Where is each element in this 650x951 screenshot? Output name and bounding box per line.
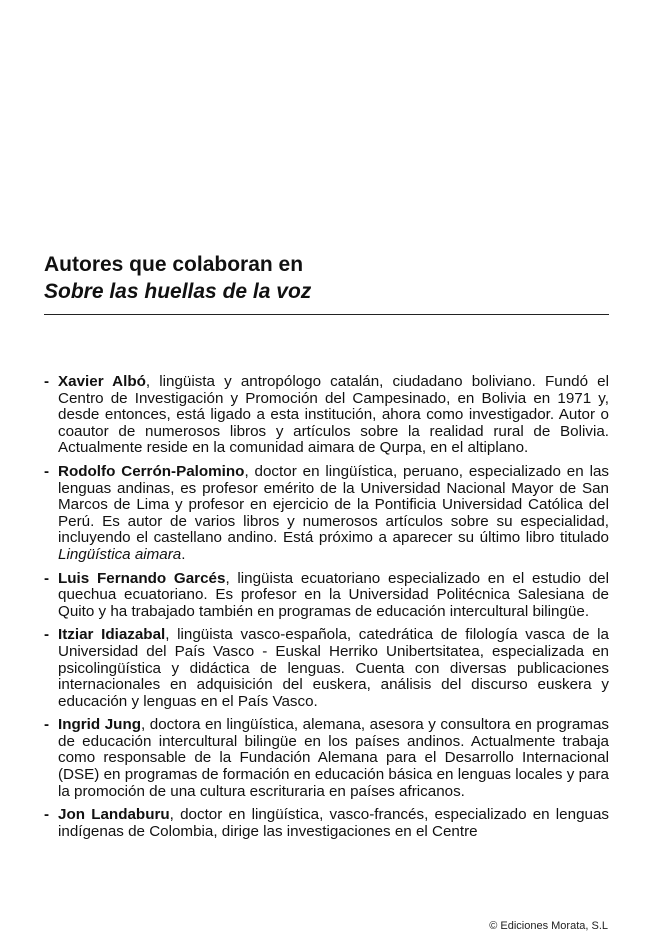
author-entry <box>44 464 609 564</box>
author-bio: , doctor en lingüística, peruano, especializado en las lenguas andinas, es profesor emérito de la Universidad Nacional Mayor de San Marcos de Lima y profesor en ejercicio de la Pontificia Universidad Católica del Perú. Es autor de varios libros y numerosos artículos sobre su especialidad, incluyendo el castellano andino. Está próximo a aparecer su último libro titulado <box>58 462 609 547</box>
list-dash: - <box>44 569 50 587</box>
author-name: Xavier Albó <box>58 373 146 390</box>
list-dash: - <box>44 626 50 644</box>
book-title: Lingüística aimara <box>58 545 182 563</box>
author-bio: , lingüista vasco-española, catedrática de filología vasca de la Universidad del País Vasco - Euskal Herriko Unibertsitatea, especializada en psicolingüística y didáctica de lenguas. Cuenta con diversas publicaciones internacionales en adquisición del euskera, análisis del discurso euskera y educación y lenguas en el País Vasco. <box>58 626 609 710</box>
author-name: Ingrid Jung <box>58 716 141 734</box>
bio-end: . <box>181 545 186 563</box>
author-entry <box>44 374 609 457</box>
author-entry <box>44 807 609 840</box>
author-name: Rodolfo Cerrón-Palomino <box>58 462 245 480</box>
author-list <box>44 374 609 847</box>
author-name: Luis Fernando Garcés <box>58 569 226 587</box>
author-entry <box>44 571 609 621</box>
author-entry <box>44 717 609 800</box>
list-dash: - <box>44 462 50 480</box>
author-bio: , doctor en lingüística, vasco-francés, especializado en lenguas indígenas de Colombia, dirige las investigaciones en el Centre <box>58 806 610 840</box>
author-bio: , lingüista ecuatoriano especializado en el estudio del quechua ecuatoriano. Es profesor en la Universidad Politécnica Salesiana de Quito y ha trabajado también en programas de educación intercultural bilingüe. <box>58 569 610 620</box>
list-dash: - <box>44 716 50 734</box>
author-bio: , lingüista y antropólogo catalán, ciudadano boliviano. Fundó el Centro de Investigación y Promoción del Campesinado, en Bolivia en 1971 y, desde entonces, está ligado a esta institución, ahora como investigador. Autor o coautor de numerosos libros y artículos sobre la realidad rural de Bolivia. Actualmente reside en la comunidad aimara de Qurpa, en el altiplano. <box>58 373 609 457</box>
list-dash: - <box>44 806 50 824</box>
list-dash: - <box>44 373 50 390</box>
section-heading <box>44 251 614 305</box>
author-name: Jon Landaburu <box>58 806 170 824</box>
author-name: Itziar Idiazabal <box>58 626 166 644</box>
heading-book-title: Sobre las huellas de la voz <box>44 280 312 303</box>
copyright-footer: © Ediciones Morata, S.L <box>489 920 608 932</box>
author-bio: , doctora en lingüística, alemana, asesora y consultora en programas de educación intercultural bilingüe en los países andinos. Actualmente trabaja como responsable de la Fundación Alemana para el Desarrollo Internacional (DSE) en programas de formación en educación básica en lenguas locales y para la promoción de una cultura escrituraria en países africanos. <box>58 716 609 800</box>
heading-line-1: Autores que colaboran en <box>44 253 304 276</box>
author-entry <box>44 627 609 710</box>
heading-divider <box>44 314 609 315</box>
